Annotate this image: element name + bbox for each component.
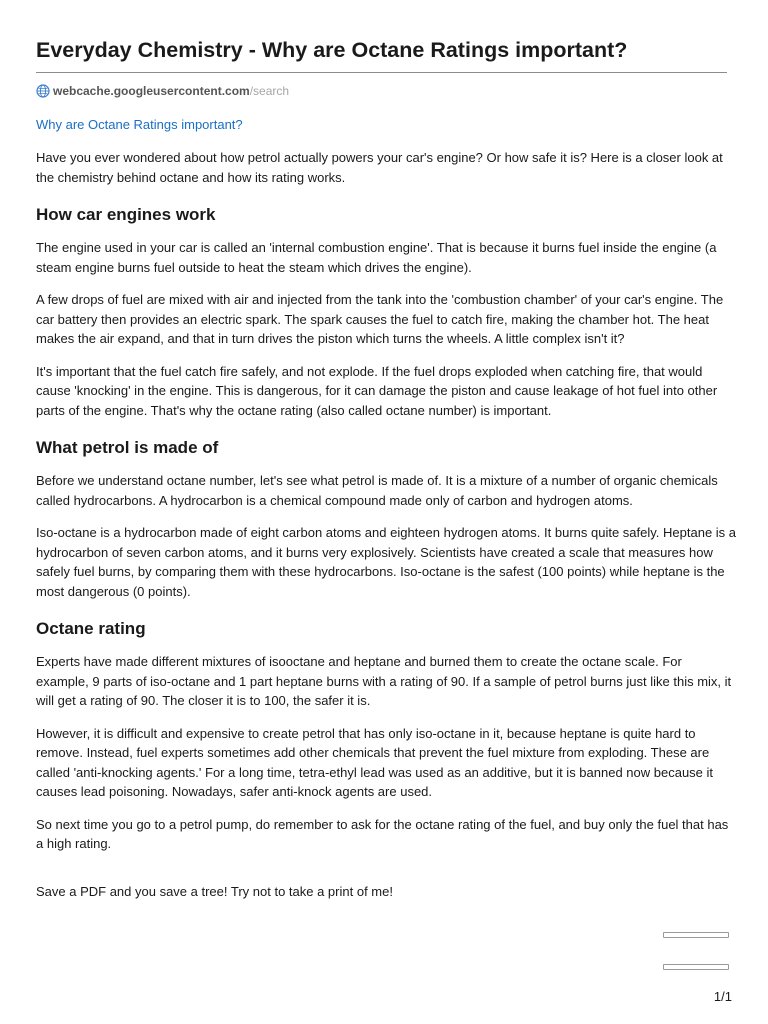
body-paragraph: It's important that the fuel catch fire safely, and not explode. If the fuel drops exploded when catching fire, that would cause 'knocking' in the engine. This is dangerous, for it can damage the piston and cause leakage of hot fuel into other parts of the engine. That's why the octane rating (also called octane number) is important. (36, 363, 718, 418)
body-paragraph: So next time you go to a petrol pump, do remember to ask for the octane rating of the fuel, and buy only the fuel that has a high rating. (36, 816, 729, 851)
globe-icon (36, 84, 50, 98)
body-paragraph: Experts have made different mixtures of isooctane and heptane and burned them to create the octane scale. For example, 9 parts of iso-octane and 1 part heptane burns with a rating of 90. If a sample of petrol burns just like this mix, it will get a rating of 90. The closer it is to 100, the safer it is. (36, 654, 732, 708)
page-title: Everyday Chemistry - Why are Octane Ratings important? (36, 38, 628, 62)
horizontal-scrollbar[interactable] (663, 964, 729, 970)
section-heading: How car engines work (36, 205, 216, 224)
source-line (36, 81, 289, 101)
title-divider (36, 72, 727, 73)
source-domain[interactable]: webcache.googleusercontent.com (53, 84, 250, 98)
body-paragraph: A few drops of fuel are mixed with air and injected from the tank into the 'combustion chamber' of your car's engine. The car battery then provides an electric spark. The spark causes the fuel to catch fire, making the chamber hot. The heat makes the air expand, and that in turn drives the piston which turns the wheels. A little complex isn't it? (36, 292, 724, 346)
body-paragraph: Iso-octane is a hydrocarbon made of eight carbon atoms and eighteen hydrogen atoms. It burns quite safely. Heptane is a hydrocarbon of seven carbon atoms, and it burns very explosively. Scientists have created a scale that measures how safely fuel burns, by comparing them with these hydrocarbons. Iso-octane is the safest (100 points) while heptane is the most dangerous (0 points). (36, 525, 737, 599)
intro-paragraph: Have you ever wondered about how petrol actually powers your car's engine? Or how safe it is? Here is a closer look at the chemistry behind octane and how its rating works. (36, 150, 723, 185)
article-body (36, 148, 736, 914)
source-path[interactable]: /search (249, 84, 290, 98)
section-heading: Octane rating (36, 619, 146, 638)
horizontal-scrollbar[interactable] (663, 932, 729, 938)
closing-note: Save a PDF and you save a tree! Try not to take a print of me! (36, 883, 393, 899)
body-paragraph: The engine used in your car is called an 'internal combustion engine'. That is because it burns fuel inside the engine (a steam engine burns fuel outside to heat the steam which drives the engine). (36, 240, 717, 275)
article-link[interactable]: Why are Octane Ratings important? (36, 117, 243, 132)
body-paragraph: However, it is difficult and expensive to create petrol that has only iso-octane in it, because heptane is quite hard to remove. Instead, fuel experts sometimes add other chemicals that prevent the fuel mixture from exploding. These are called 'anti-knocking agents.' For a long time, tetra-ethyl lead was used as an additive, but it is banned now because it causes lead poisoning. Nowadays, safer anti-knock agents are used. (36, 725, 714, 799)
section-heading: What petrol is made of (36, 438, 219, 457)
body-paragraph: Before we understand octane number, let's see what petrol is made of. It is a mixture of a number of organic chemicals called hydrocarbons. A hydrocarbon is a chemical compound made only of carbon and hydrogen atoms. (36, 473, 718, 508)
page-number: 1/1 (713, 989, 732, 1004)
